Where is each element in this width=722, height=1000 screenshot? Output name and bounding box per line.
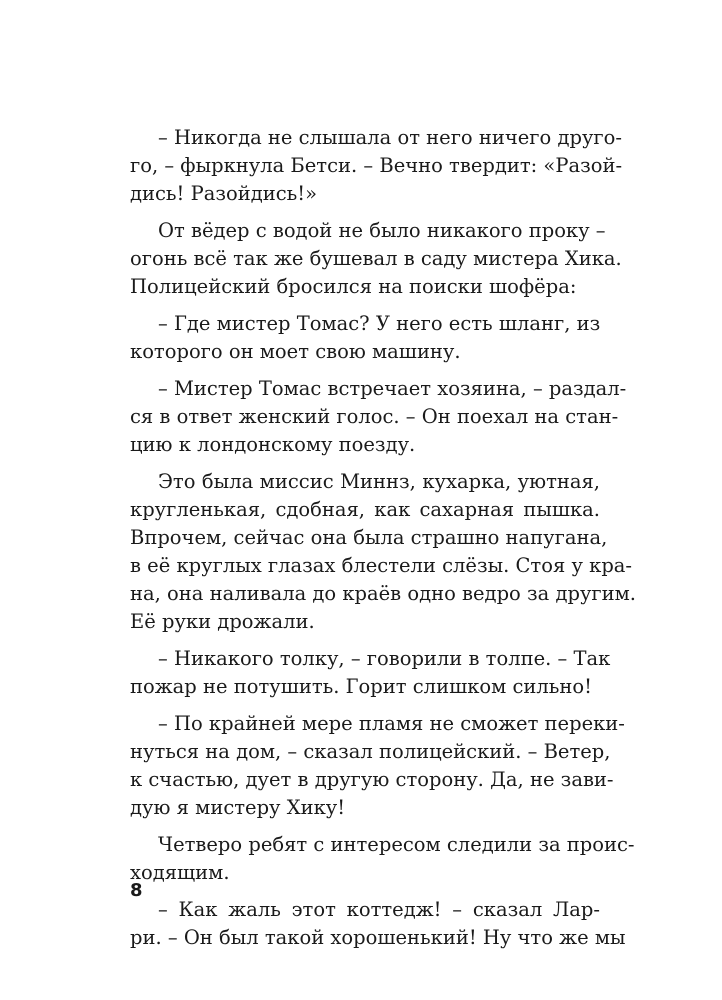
text-line: к счастью, дует в другую сторону. Да, не зави- bbox=[130, 768, 614, 791]
text-line: – По крайней мере пламя не сможет переки- bbox=[158, 712, 625, 735]
text-line: Это была миссис Миннз, кухарка, уютная, bbox=[158, 470, 600, 493]
text-line: огонь всё так же бушевал в саду мистера Хика. bbox=[130, 247, 622, 270]
text-line: го, – фыркнула Бетси. – Вечно твердит: «Разой- bbox=[130, 154, 623, 177]
text-line: на, она наливала до краёв одно ведро за другим. bbox=[130, 582, 636, 605]
text-line: – Никогда не слышала от него ничего друго- bbox=[158, 126, 622, 149]
text-line: пожар не потушить. Горит слишком сильно! bbox=[130, 675, 592, 698]
text-line: ри. – Он был такой хорошенький! Ну что же мы bbox=[130, 926, 626, 949]
text-line: нуться на дом, – сказал полицейский. – Ветер, bbox=[130, 740, 611, 763]
text-line: которого он моет свою машину. bbox=[130, 340, 461, 363]
text-line: – Как жаль этот коттедж! – сказал Лар- bbox=[158, 898, 600, 921]
page-text bbox=[130, 124, 636, 952]
text-line: ходящим. bbox=[130, 861, 230, 884]
text-line: цию к лондонскому поезду. bbox=[130, 433, 416, 456]
text-line: Её руки дрожали. bbox=[130, 610, 315, 633]
text-line: ся в ответ женский голос. – Он поехал на стан- bbox=[130, 405, 619, 428]
text-line: в её круглых глазах блестели слёзы. Стоя у кра- bbox=[130, 554, 633, 577]
text-line: дись! Разойдись!» bbox=[130, 182, 318, 205]
text-line: – Где мистер Томас? У него есть шланг, из bbox=[158, 312, 601, 335]
text-line: кругленькая, сдобная, как сахарная пышка. bbox=[130, 498, 600, 521]
text-line: Полицейский бросился на поиски шофёра: bbox=[130, 275, 577, 298]
text-line: – Мистер Томас встречает хозяина, – раздал- bbox=[158, 377, 627, 400]
text-line: От вёдер с водой не было никакого проку – bbox=[158, 219, 606, 242]
text-line: Впрочем, сейчас она была страшно напугана, bbox=[130, 526, 608, 549]
page-number: 8 bbox=[130, 880, 143, 901]
text-line: – Никакого толку, – говорили в толпе. – Так bbox=[158, 647, 611, 670]
text-line: дую я мистеру Хику! bbox=[130, 796, 346, 819]
text-line: Четверо ребят с интересом следили за проис- bbox=[158, 833, 635, 856]
